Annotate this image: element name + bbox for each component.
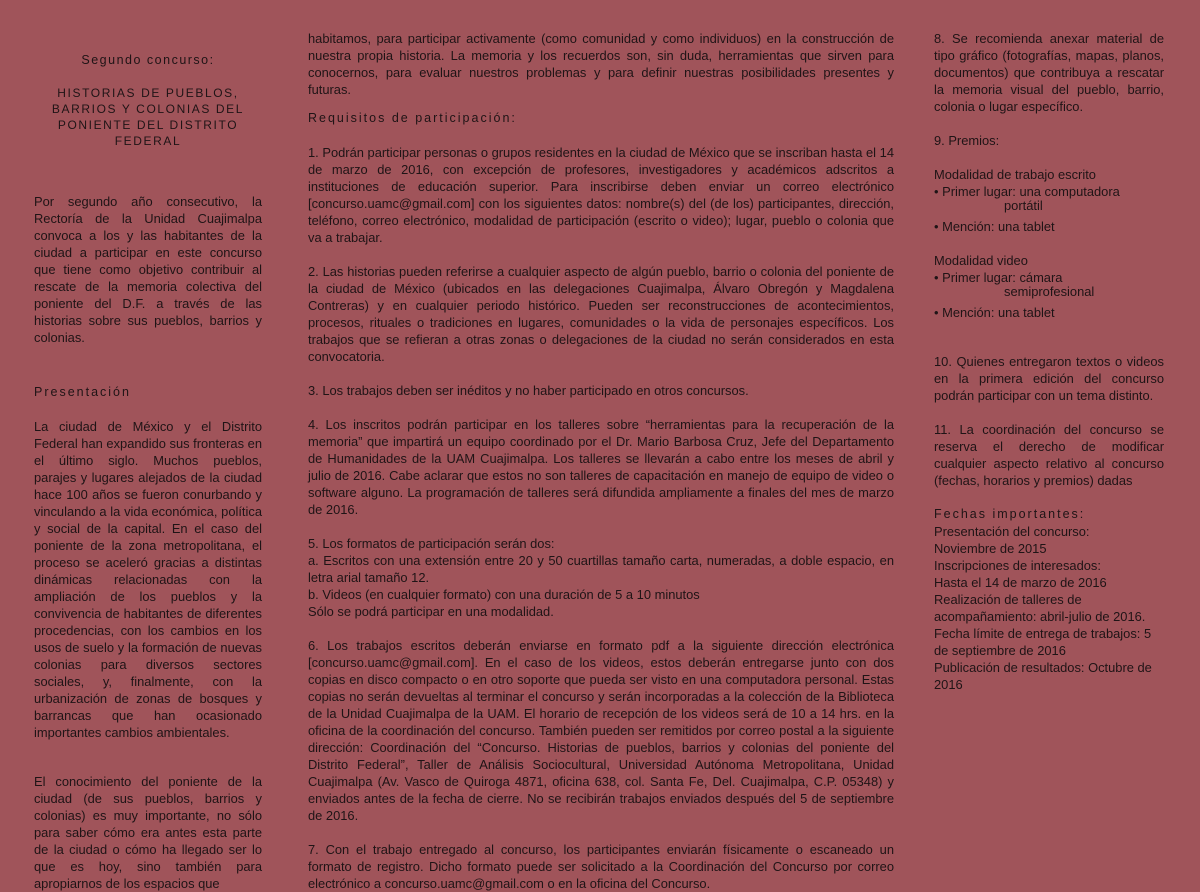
date-5: Publicación de resultados: Octubre de 2016 [934,660,1152,692]
right-column [934,30,1164,693]
written-first-prize: • Primer lugar: una computadora [934,184,1120,199]
presentation-paragraph-2: El conocimiento del poniente de la ciudad (de sus pueblos, barrios y colonias) es muy importante, no sólo para saber cómo era antes esta parte de la ciudad o cómo ha llegado ser lo que es hoy, sino también para apropiarnos de los espacios que [34,774,262,891]
requirement-8: 8. Se recomienda anexar material de tipo gráfico (fotografías, mapas, planos, documentos) que contribuya a rescatar la memoria visual del pueblo, barrio, colonia o lugar específico. [934,31,1164,114]
date-3: Realización de talleres de acompañamiento: abril-julio de 2016. [934,592,1146,624]
written-modality-heading: Modalidad de trabajo escrito [934,167,1096,182]
important-dates [934,506,1164,693]
requirement-5-written: a. Escritos con una extensión entre 20 y 50 cuartillas tamaño carta, numeradas, a doble espacio, en letra arial tamaño 12. [308,553,894,585]
requirement-5-intro: 5. Los formatos de participación serán dos: [308,536,555,551]
requirement-1: 1. Podrán participar personas o grupos residentes en la ciudad de México que se inscriban hasta el 14 de marzo de 2016, con excepción de profesores, investigadores y académicos adscritos a instituciones de educación superior. Para inscribirse deben enviar un correo electrónico [concurso.uamc@gmail.com] con los siguientes datos: nombre(s) del (de los) participantes, dirección, teléfono, correo electrónico, modalidad de participación (escrito o video); lugar, pueblo o colonia que va a trabajar. [308,145,894,245]
written-mention: • Mención: una tablet [934,219,1055,234]
contest-label: Segundo concurso: [81,53,215,67]
written-prizes-list [934,183,1164,235]
requirement-4: 4. Los inscritos podrán participar en los talleres sobre “herramientas para la recuperación de la memoria” que impartirá un equipo coordinado por el Dr. Mario Barbosa Cruz, Jefe del Departamento de Humanidades de la UAM Cuajimalpa. Los talleres se llevarán a cabo entre los meses de abril y julio de 2016. Cabe aclarar que estos no son talleres de capacitación en manejo de equipo de video o software alguno. La programación de talleres será difundida ampliamente a finales del mes de marzo de 2016. [308,417,894,517]
presentation-heading: Presentación [34,385,131,399]
video-prizes-list [934,269,1164,321]
requirement-10: 10. Quienes entregaron textos o videos en la primera edición del concurso podrán participar con un tema distinto. [934,354,1164,403]
dates-heading: Fechas importantes: [934,507,1086,521]
list-item [934,183,1164,212]
date-1-label: Presentación del concurso: [934,524,1090,539]
prizes-heading: 9. Premios: [934,133,1000,148]
continuation-paragraph: habitamos, para participar activamente (como comunidad y como individuos) en la construcción de nuestra propia historia. La memoria y los recuerdos son, sin duda, herramientas que sirven para conocernos, para evaluar nuestros problemas y para definir nuestras posibilidades presentes y futuras. [308,31,894,97]
intro-paragraph: Por segundo año consecutivo, la Rectoría de la Unidad Cuajimalpa convoca a los y las habitantes de la ciudad a participar en este concurso que tiene como objetivo contribuir al rescate de la memoria colectiva del poniente del D.F. a través de las historias sobre sus pueblos, barrios y colonias. [34,194,262,345]
video-first-prize: • Primer lugar: cámara [934,270,1063,285]
requirement-2: 2. Las historias pueden referirse a cualquier aspecto de algún pueblo, barrio o colonia del poniente de la ciudad de México (ubicados en las delegaciones Cuajimalpa, Álvaro Obregón y Magdalena Contreras) y en cualquier periodo histórico. Pueden ser reconstrucciones de acontecimientos, procesos, rituales o tradiciones en lugares, comunidades o la vida de personajes específicos. Los trabajos que se refieran a otras zonas o delegaciones de la ciudad no serán considerados en esta convocatoria. [308,264,894,364]
requirement-11: 11. La coordinación del concurso se reserva el derecho de modificar cualquier aspecto relativo al concurso (fechas, horarios y premios) dadas [934,422,1164,488]
left-column [34,52,262,892]
requirement-3: 3. Los trabajos deben ser inéditos y no haber participado en otros concursos. [308,383,749,398]
requirements-heading: Requisitos de participación: [308,111,517,125]
date-4: Fecha límite de entrega de trabajos: 5 de septiembre de 2016 [934,626,1152,658]
video-first-prize-cont: semiprofesional [1004,284,1095,299]
video-modality-heading: Modalidad video [934,253,1028,268]
middle-column [308,30,894,892]
requirement-5-note: Sólo se podrá participar en una modalidad. [308,604,554,619]
date-2-value: Hasta el 14 de marzo de 2016 [934,575,1107,590]
requirement-5-video: b. Videos (en cualquier formato) con una duración de 5 a 10 minutos [308,587,700,602]
date-1-value: Noviembre de 2015 [934,541,1047,556]
requirement-7: 7. Con el trabajo entregado al concurso, los participantes enviarán físicamente o escaneado un formato de registro. Dicho formato puede ser solicitado a la Coordinación del Concurso por correo electrónico a concurso.uamc@gmail.com o en la oficina del Concurso. [308,842,894,891]
written-first-prize-cont: portátil [1004,198,1043,213]
presentation-paragraph-1: La ciudad de México y el Distrito Federal han expandido sus fronteras en el último siglo. Muchos pueblos, parajes y lugares alejados de la ciudad hace 100 años se fueron conurbando y vinculando a la vida económica, política y social de la capital. En el caso del poniente de la zona metropolitana, el proceso se aceleró gracias a distintas dinámicas relacionadas con la ampliación de los pueblos y la convivencia de habitantes de diferentes procedencias, con los cambios en los usos de suelo y la formación de nuevas colonias para diversos sectores sociales, y, finalmente, con la urbanización de zonas de bosques y barrancas que han ocasionado importantes cambios ambientales. [34,419,262,740]
video-mention: • Mención: una tablet [934,305,1055,320]
list-item [934,269,1164,298]
requirement-6: 6. Los trabajos escritos deberán enviarse en formato pdf a la siguiente dirección electrónica [concurso.uamc@gmail.com]. En el caso de los videos, estos deberán entregarse junto con dos copias en disco compacto o en otro soporte que pueda ser visto en una computadora personal. Estas copias no serán devueltas al terminar el concurso y serán incorporadas a la colección de la Biblioteca de la Unidad Cuajimalpa de la UAM. El horario de recepción de los videos será de 10 a 14 hrs. en la oficina de la coordinación del concurso. También pueden ser remitidos por correo postal a la siguiente dirección: Coordinación del “Concurso. Historias de pueblos, barrios y colonias del poniente del Distrito Federal”, Taller de Análisis Sociocultural, Universidad Autónoma Metropolitana, Unidad Cuajimalpa (Av. Vasco de Quiroga 4871, oficina 638, col. Santa Fe, Del. Cuajimalpa, C.P. 05348) y enviados antes de la fecha de cierre. No se recibirán trabajos enviados después del 5 de septiembre de 2016. [308,638,894,823]
contest-title: HISTORIAS DE PUEBLOS, BARRIOS Y COLONIAS DEL PONIENTE DEL DISTRITO FEDERAL [51,86,245,148]
date-2-label: Inscripciones de interesados: [934,558,1101,573]
